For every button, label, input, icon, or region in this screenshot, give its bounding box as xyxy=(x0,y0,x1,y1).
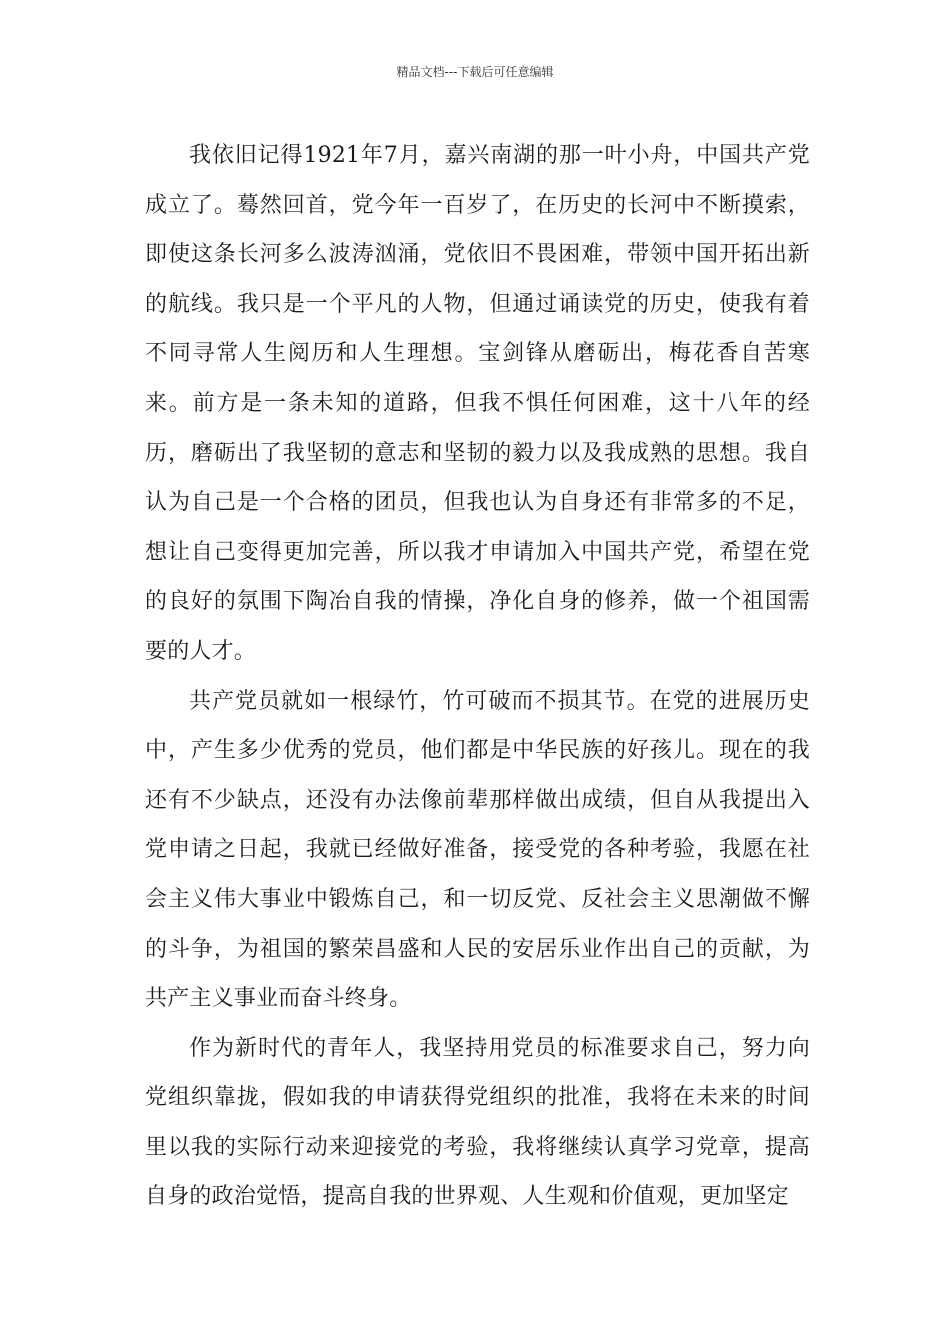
paragraph-1: 我依旧记得1921年7月，嘉兴南湖的那一叶小舟，中国共产党成立了。蓦然回首，党今年一百岁了，在历史的长河中不断摸索，即使这条长河多么波涛汹涌，党依旧不畏困难，带领中国开拓出新的航线。我只是一个平凡的人物，但通过诵读党的历史，使我有着不同寻常人生阅历和人生理想。宝剑锋从磨砺出，梅花香自苦寒来。前方是一条未知的道路，但我不惧任何困难，这十八年的经历，磨砺出了我坚韧的意志和坚韧的毅力以及我成熟的思想。我自认为自己是一个合格的团员，但我也认为自身还有非常多的不足，想让自己变得更加完善，所以我才申请加入中国共产党，希望在党的良好的氛围下陶冶自我的情操，净化自身的修养，做一个祖国需要的人才。 xyxy=(145,143,810,664)
document-body xyxy=(145,131,810,1222)
paragraph-2: 共产党员就如一根绿竹，竹可破而不损其节。在党的进展历史中，产生多少优秀的党员，他们都是中华民族的好孩儿。现在的我还有不少缺点，还没有办法像前辈那样做出成绩，但自从我提出入党申请之日起，我就已经做好准备，接受党的各种考验，我愿在社会主义伟大事业中锻炼自己，和一切反党、反社会主义思潮做不懈的斗争，为祖国的繁荣昌盛和人民的安居乐业作出自己的贡献，为共产主义事业而奋斗终身。 xyxy=(145,688,810,1012)
paragraph-3: 作为新时代的青年人，我坚持用党员的标准要求自己，努力向党组织靠拢，假如我的申请获得党组织的批准，我将在未来的时间里以我的实际行动来迎接党的考验，我将继续认真学习党章，提高自身的政治觉悟，提高自我的世界观、人生观和价值观，更加坚定 xyxy=(145,1035,810,1210)
page-header: 精品文档---下载后可任意编辑 xyxy=(396,65,554,79)
